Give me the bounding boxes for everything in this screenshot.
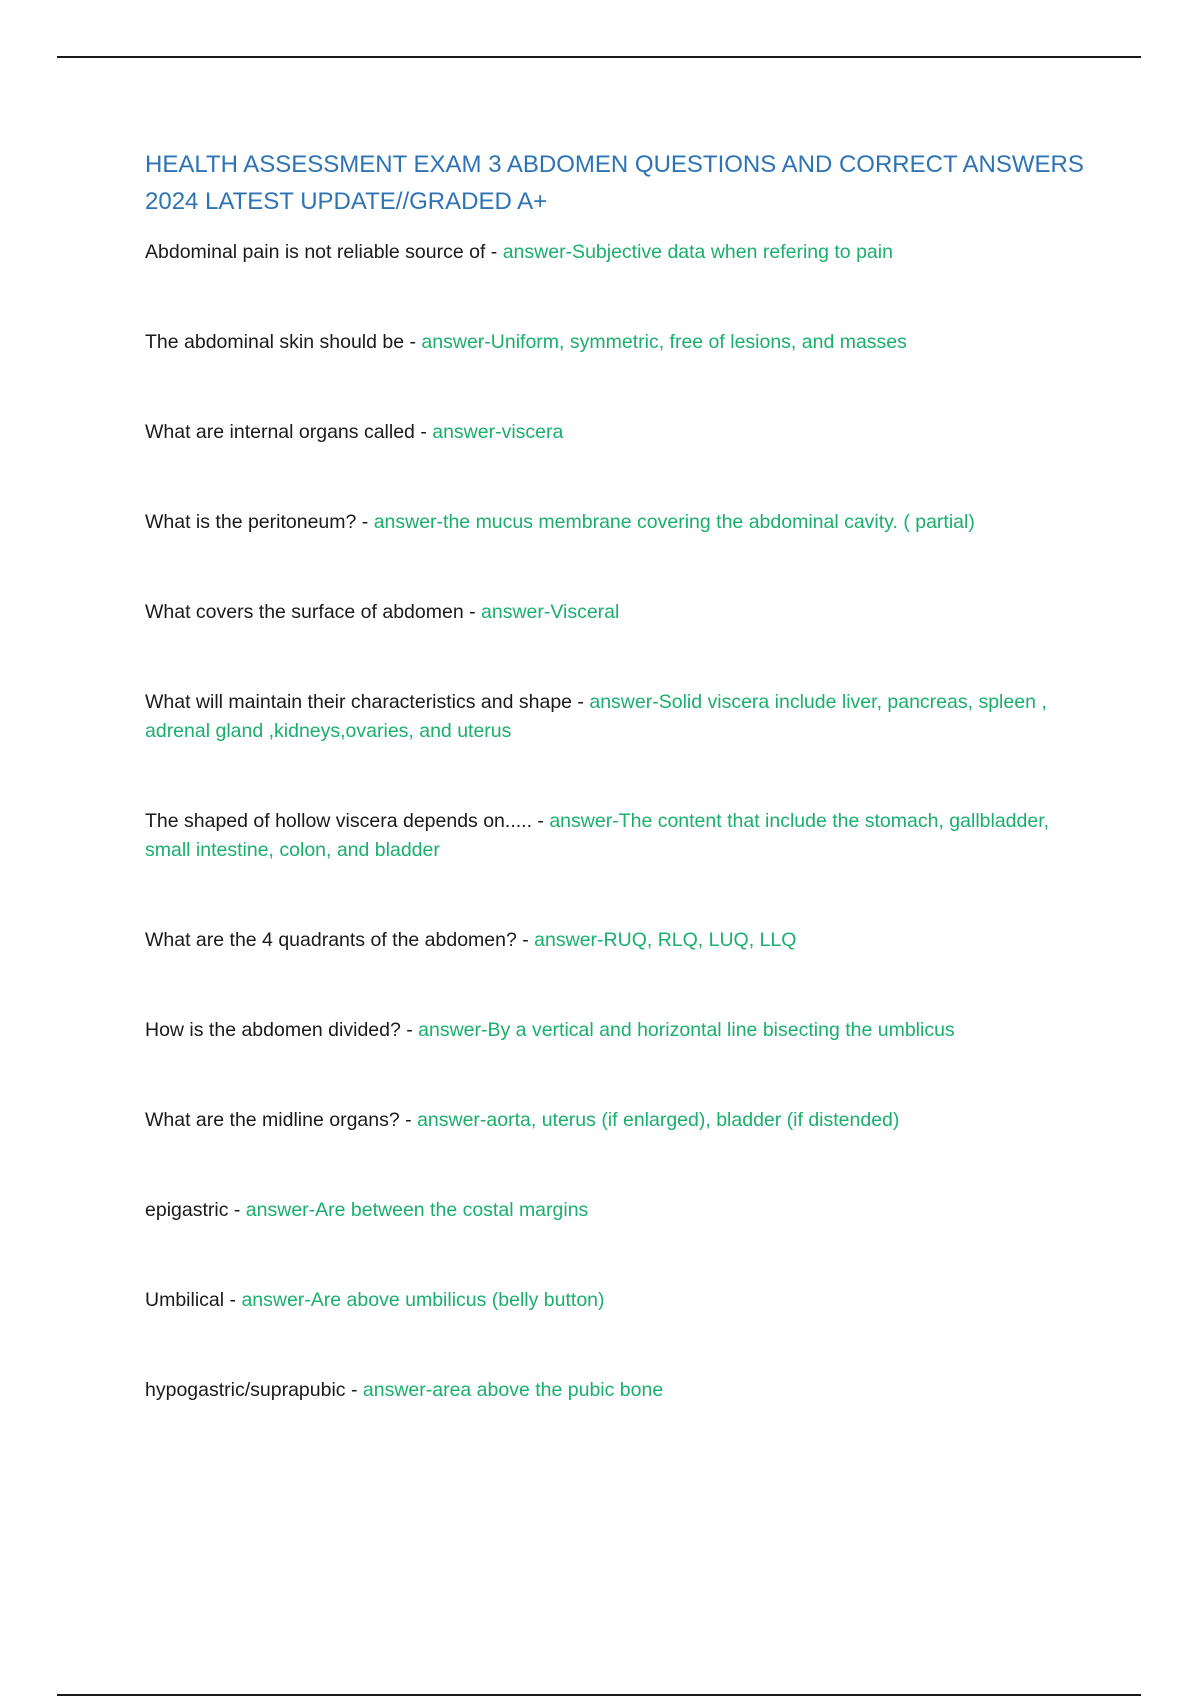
qa-item — [145, 926, 1090, 955]
qa-item — [145, 1016, 1090, 1045]
answer-text: answer-RUQ, RLQ, LUQ, LLQ — [534, 929, 797, 951]
qa-item — [145, 238, 1090, 267]
bottom-divider — [57, 1694, 1141, 1696]
qa-item — [145, 598, 1090, 627]
question-text: What is the peritoneum? - — [145, 511, 374, 533]
answer-text: answer-By a vertical and horizontal line bisecting the umblicus — [418, 1019, 955, 1041]
answer-text: answer-Subjective data when refering to pain — [502, 241, 893, 263]
answer-text: answer-Uniform, symmetric, free of lesions, and masses — [421, 331, 907, 353]
answer-text: answer-Are above umbilicus (belly button) — [241, 1289, 605, 1311]
qa-item — [145, 328, 1090, 357]
question-text: The abdominal skin should be - — [145, 331, 422, 353]
qa-item — [145, 508, 1090, 537]
qa-item — [145, 1376, 1090, 1405]
qa-item — [145, 1106, 1090, 1135]
answer-text: answer-viscera — [432, 421, 564, 443]
question-text: What will maintain their characteristics and shape - — [145, 691, 590, 713]
question-text: epigastric - — [145, 1199, 246, 1221]
question-text: What are the midline organs? - — [145, 1109, 418, 1131]
question-text: hypogastric/suprapubic - — [145, 1379, 363, 1401]
qa-list — [145, 238, 1090, 1405]
question-text: What are internal organs called - — [145, 421, 433, 443]
question-text: The shaped of hollow viscera depends on..... - — [145, 810, 550, 832]
qa-item — [145, 688, 1090, 746]
question-text: How is the abdomen divided? - — [145, 1019, 419, 1041]
answer-text: answer-Visceral — [481, 601, 620, 623]
question-text: What are the 4 quadrants of the abdomen? - — [145, 929, 535, 951]
qa-item — [145, 1196, 1090, 1225]
answer-text: answer-area above the pubic bone — [362, 1379, 664, 1401]
document-body — [145, 146, 1090, 1405]
qa-item — [145, 1286, 1090, 1315]
answer-text: answer-aorta, uterus (if enlarged), bladder (if distended) — [417, 1109, 900, 1131]
qa-item — [145, 807, 1090, 865]
document-title: HEALTH ASSESSMENT EXAM 3 ABDOMEN QUESTIONS AND CORRECT ANSWERS 2024 LATEST UPDATE//GRADED A+ — [145, 151, 1084, 215]
answer-text: answer-The content that include the stomach, gallbladder, small intestine, colon, and bladder — [145, 810, 1050, 861]
question-text: What covers the surface of abdomen - — [145, 601, 481, 623]
question-text: Umbilical - — [145, 1289, 242, 1311]
answer-text: answer-the mucus membrane covering the abdominal cavity. ( partial) — [373, 511, 975, 533]
top-divider — [57, 56, 1141, 58]
answer-text: answer-Solid viscera include liver, pancreas, spleen , adrenal gland ,kidneys,ovaries, and uterus — [145, 691, 1047, 742]
qa-item — [145, 418, 1090, 447]
answer-text: answer-Are between the costal margins — [245, 1199, 589, 1221]
question-text: Abdominal pain is not reliable source of - — [145, 241, 503, 263]
